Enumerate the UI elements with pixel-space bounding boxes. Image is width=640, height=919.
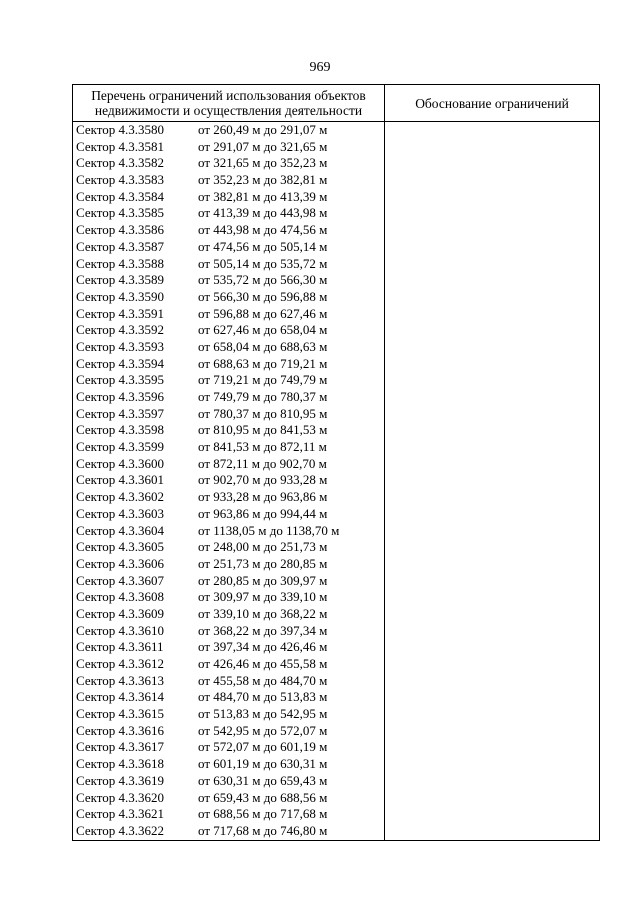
- sector-id: Сектор 4.3.3591: [76, 305, 165, 321]
- table-row: [76, 573, 384, 590]
- table-row: [76, 439, 384, 456]
- page-number: 969: [309, 60, 331, 75]
- restrictions-table: [72, 84, 600, 841]
- table-row: [76, 539, 384, 556]
- table-row: [76, 689, 384, 706]
- distance-range: от 902,70 м до 933,28 м: [198, 472, 328, 488]
- distance-range: от 251,73 м до 280,85 м: [198, 555, 328, 571]
- sector-id: Сектор 4.3.3583: [76, 172, 165, 188]
- table-row: [76, 806, 384, 823]
- sector-id: Сектор 4.3.3615: [76, 706, 165, 722]
- justification-cell: [385, 122, 600, 841]
- sector-id: Сектор 4.3.3608: [76, 589, 165, 605]
- table-row: [76, 456, 384, 473]
- sector-rows: [76, 122, 384, 840]
- distance-range: от 780,37 м до 810,95 м: [198, 405, 328, 421]
- table-row: [76, 523, 384, 540]
- table-row: [76, 239, 384, 256]
- distance-range: от 426,46 м до 455,58 м: [198, 656, 328, 671]
- sector-id: Сектор 4.3.3621: [76, 806, 165, 822]
- distance-range: от 397,34 м до 426,46 м: [198, 639, 328, 655]
- sector-id: Сектор 4.3.3607: [76, 572, 165, 588]
- table-row: [76, 222, 384, 239]
- distance-range: от 280,85 м до 309,97 м: [198, 572, 328, 588]
- distance-range: от 659,43 м до 688,56 м: [198, 789, 328, 805]
- distance-range: от 717,68 м до 746,80 м: [198, 822, 328, 838]
- table-body-row: [73, 122, 600, 841]
- table-row: [76, 406, 384, 423]
- table-row: [76, 756, 384, 773]
- table-row: [76, 389, 384, 406]
- table-row: [76, 623, 384, 640]
- sector-id: Сектор 4.3.3611: [76, 639, 164, 655]
- header-restrictions-list: Перечень ограничений использования объектов недвижимости и осуществления деятельности: [73, 85, 385, 122]
- sector-id: Сектор 4.3.3588: [76, 255, 165, 271]
- sector-id: Сектор 4.3.3584: [76, 188, 165, 204]
- table-row: [76, 656, 384, 673]
- sector-id: Сектор 4.3.3590: [76, 288, 165, 304]
- table-row: [76, 472, 384, 489]
- distance-range: от 260,49 м до 291,07 м: [198, 122, 328, 137]
- table-row: [76, 139, 384, 156]
- distance-range: от 352,23 м до 382,81 м: [198, 172, 328, 188]
- sector-id: Сектор 4.3.3610: [76, 622, 165, 638]
- sector-id: Сектор 4.3.3603: [76, 505, 165, 521]
- header-justification: Обоснование ограничений: [385, 85, 600, 122]
- sector-id: Сектор 4.3.3602: [76, 489, 165, 505]
- sector-id: Сектор 4.3.3600: [76, 455, 165, 471]
- table-row: [76, 306, 384, 323]
- distance-range: от 601,19 м до 630,31 м: [198, 756, 328, 772]
- sector-id: Сектор 4.3.3606: [76, 555, 165, 571]
- table-row: [76, 372, 384, 389]
- distance-range: от 542,95 м до 572,07 м: [198, 722, 328, 738]
- distance-range: от 719,21 м до 749,79 м: [198, 372, 328, 388]
- distance-range: от 505,14 м до 535,72 м: [198, 255, 328, 271]
- table-row: [76, 172, 384, 189]
- distance-range: от 572,07 м до 601,19 м: [198, 739, 328, 755]
- sector-id: Сектор 4.3.3614: [76, 689, 165, 705]
- table-row: [76, 790, 384, 807]
- table-row: [76, 823, 384, 840]
- table-row: [76, 356, 384, 373]
- distance-range: от 443,98 м до 474,56 м: [198, 222, 328, 238]
- distance-range: от 630,31 м до 659,43 м: [198, 772, 328, 788]
- table-row: [76, 606, 384, 623]
- table-row: [76, 506, 384, 523]
- sector-id: Сектор 4.3.3585: [76, 205, 165, 221]
- sector-id: Сектор 4.3.3582: [76, 155, 165, 171]
- distance-range: от 382,81 м до 413,39 м: [198, 188, 328, 204]
- distance-range: от 1138,05 м до 1138,70 м: [198, 522, 340, 538]
- sector-id: Сектор 4.3.3598: [76, 422, 165, 438]
- sector-id: Сектор 4.3.3619: [76, 772, 165, 788]
- sector-id: Сектор 4.3.3601: [76, 472, 165, 488]
- sector-id: Сектор 4.3.3612: [76, 656, 165, 671]
- distance-range: от 688,63 м до 719,21 м: [198, 355, 328, 371]
- distance-range: от 566,30 м до 596,88 м: [198, 288, 328, 304]
- distance-range: от 309,97 м до 339,10 м: [198, 589, 328, 605]
- table-row: [76, 489, 384, 506]
- table-row: [76, 723, 384, 740]
- sector-id: Сектор 4.3.3618: [76, 756, 165, 772]
- distance-range: от 688,56 м до 717,68 м: [198, 806, 328, 822]
- sector-id: Сектор 4.3.3587: [76, 238, 165, 254]
- distance-range: от 658,04 м до 688,63 м: [198, 338, 328, 354]
- table-row: [76, 706, 384, 723]
- distance-range: от 810,95 м до 841,53 м: [198, 422, 328, 438]
- table-row: [76, 339, 384, 356]
- distance-range: от 291,07 м до 321,65 м: [198, 138, 328, 154]
- distance-range: от 455,58 м до 484,70 м: [198, 672, 328, 688]
- distance-range: от 841,53 м до 872,11 м: [198, 439, 327, 455]
- sector-id: Сектор 4.3.3580: [76, 122, 165, 137]
- distance-range: от 339,10 м до 368,22 м: [198, 605, 328, 621]
- distance-range: от 596,88 м до 627,46 м: [198, 305, 328, 321]
- distance-range: от 321,65 м до 352,23 м: [198, 155, 328, 171]
- table-row: [76, 272, 384, 289]
- sector-id: Сектор 4.3.3604: [76, 522, 165, 538]
- sector-list-cell: [73, 122, 385, 841]
- table-row: [76, 673, 384, 690]
- sector-id: Сектор 4.3.3595: [76, 372, 165, 388]
- distance-range: от 749,79 м до 780,37 м: [198, 389, 328, 404]
- table-row: [76, 205, 384, 222]
- sector-id: Сектор 4.3.3589: [76, 272, 165, 288]
- table-row: [76, 289, 384, 306]
- distance-range: от 484,70 м до 513,83 м: [198, 689, 328, 705]
- sector-id: Сектор 4.3.3609: [76, 605, 165, 621]
- sector-id: Сектор 4.3.3586: [76, 222, 165, 238]
- distance-range: от 474,56 м до 505,14 м: [198, 238, 328, 254]
- table-row: [76, 256, 384, 273]
- table-row: [76, 322, 384, 339]
- sector-id: Сектор 4.3.3599: [76, 439, 165, 455]
- distance-range: от 963,86 м до 994,44 м: [198, 505, 328, 521]
- table-row: [76, 739, 384, 756]
- table-header-row: [73, 85, 600, 122]
- sector-id: Сектор 4.3.3605: [76, 539, 165, 555]
- sector-id: Сектор 4.3.3593: [76, 338, 165, 354]
- sector-id: Сектор 4.3.3594: [76, 355, 165, 371]
- table-row: [76, 556, 384, 573]
- distance-range: от 413,39 м до 443,98 м: [198, 205, 328, 221]
- table-row: [76, 122, 384, 139]
- distance-range: от 248,00 м до 251,73 м: [198, 539, 328, 555]
- sector-id: Сектор 4.3.3596: [76, 389, 165, 404]
- table-row: [76, 639, 384, 656]
- distance-range: от 627,46 м до 658,04 м: [198, 322, 328, 338]
- sector-id: Сектор 4.3.3620: [76, 789, 165, 805]
- table-row: [76, 422, 384, 439]
- distance-range: от 872,11 м до 902,70 м: [198, 455, 327, 471]
- table-row: [76, 155, 384, 172]
- distance-range: от 933,28 м до 963,86 м: [198, 489, 328, 505]
- sector-id: Сектор 4.3.3613: [76, 672, 165, 688]
- sector-id: Сектор 4.3.3581: [76, 138, 165, 154]
- table-row: [76, 773, 384, 790]
- table-row: [76, 189, 384, 206]
- distance-range: от 368,22 м до 397,34 м: [198, 622, 328, 638]
- sector-id: Сектор 4.3.3616: [76, 722, 165, 738]
- sector-id: Сектор 4.3.3617: [76, 739, 165, 755]
- sector-id: Сектор 4.3.3597: [76, 405, 165, 421]
- distance-range: от 535,72 м до 566,30 м: [198, 272, 328, 288]
- table-row: [76, 589, 384, 606]
- sector-id: Сектор 4.3.3592: [76, 322, 165, 338]
- distance-range: от 513,83 м до 542,95 м: [198, 706, 328, 722]
- sector-id: Сектор 4.3.3622: [76, 822, 165, 838]
